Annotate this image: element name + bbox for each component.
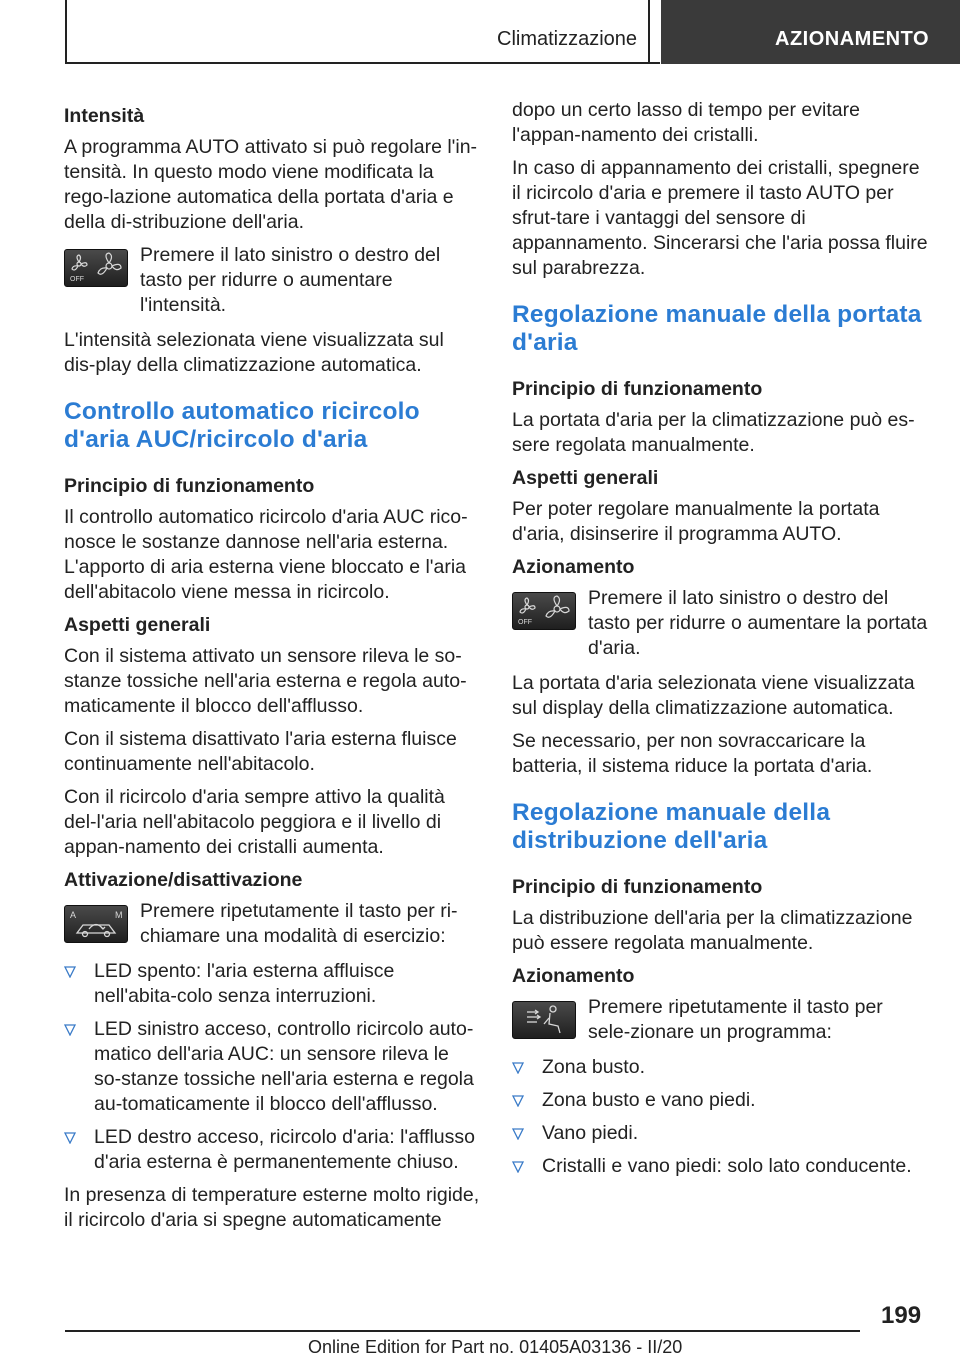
m-label: M [115,910,123,920]
paragraph-appannamento: In caso di appannamento dei cristalli, spegnere il ricircolo d'aria e premere il tasto AUTO per sfrut-tare i vantaggi del sensore di appannamento. Sincerarsi che l'aria possa fluire sul parabrezza. [512,157,928,279]
paragraph-principio: La portata d'aria per la climatizzazione può es-sere regolata manualmente. [512,409,915,456]
section-title-portata: Regolazione manuale della portata d'aria [512,301,922,356]
header-chapter-tab: AZIONAMENTO [661,0,960,64]
triangle-bullet-icon [64,1132,76,1144]
paragraph-aspetti: Per poter regolare manualmente la portata d'aria, disinserire il programma AUTO. [512,498,880,545]
recirc-button-instruction: Premere ripetutamente il tasto per ri-chiamare una modalità di esercizio: [140,900,458,947]
header-section-title: Climatizzazione [497,28,638,50]
paragraph-intensita: A programma AUTO attivato si può regolare l'in-tensità. In questo modo viene modificata la rego-lazione automatica della portata d'aria e della di-stribuzione dell'aria. [64,136,478,233]
list-item-text: Vano piedi. [542,1122,639,1144]
triangle-bullet-icon [512,1161,524,1173]
list-item-text: Cristalli e vano piedi: solo lato conducente. [542,1155,912,1177]
recirculation-button-image [64,905,128,943]
paragraph-batteria: Se necessario, per non sovraccaricare la batteria, il sistema riduce la portata d'aria. [512,730,873,777]
paragraph-aspetti-2: Con il sistema disattivato l'aria esterna fluisce continuamente nell'abitacolo. [64,728,457,775]
paragraph-display: La portata d'aria selezionata viene visualizzata sul display della climatizzazione automatica. [512,672,915,719]
footer-rule [65,1330,860,1332]
heading-azionamento-2: Azionamento [512,965,635,987]
heading-azionamento: Azionamento [512,556,635,578]
paragraph-continuation: dopo un certo lasso di tempo per evitare l'appan-namento dei cristalli. [512,99,860,146]
triangle-bullet-icon [512,1095,524,1107]
heading-principio-2: Principio di funzionamento [512,876,763,898]
air-distribution-button-image [512,1001,576,1039]
section-title-distribuzione: Regolazione manuale della distribuzione dell'aria [512,799,831,854]
a-label: A [70,910,77,920]
fan-off-button-image [64,249,128,287]
header-rule [65,62,660,64]
heading-principio: Principio di funzionamento [512,378,763,400]
list-item-text: LED destro acceso, ricircolo d'aria: l'afflusso d'aria esterna è permanentemente chiuso. [94,1126,476,1173]
paragraph-principio: Il controllo automatico ricircolo d'aria AUC rico-nosce le sostanze dannose nell'aria esterna. L'apporto di aria esterna viene bloccato e l'aria dell'abitacolo viene messa in ricircolo. [64,506,468,603]
list-item [512,1088,928,1113]
heading-intensita: Intensità [64,105,145,127]
distribution-programs-list [512,1055,928,1179]
section-title-auc: Controllo automatico ricircolo d'aria AUC/ricircolo d'aria [64,398,420,453]
fan-off-button-image [512,592,576,630]
distribution-button-instruction: Premere ripetutamente il tasto per sele-zionare un programma: [588,996,883,1043]
list-item-text: LED sinistro acceso, controllo ricircolo auto-matico dell'aria AUC: un sensore rileva le so-stanze tossiche nell'aria esterna e regola au-tomaticamente il blocco dell'afflusso. [94,1018,474,1115]
triangle-bullet-icon [64,966,76,978]
off-label: OFF [70,276,84,283]
recirculation-icon [65,906,127,942]
left-column [64,104,480,1241]
heading-aspetti: Aspetti generali [512,467,659,489]
paragraph-aspetti-3: Con il ricircolo d'aria sempre attivo la qualità del-l'aria nell'abitacolo peggiora e il livello di appan-namento dei cristalli aumenta. [64,786,445,858]
list-item [64,959,480,1009]
paragraph-aspetti-1: Con il sistema attivato un sensore rileva le so-stanze tossiche nell'aria esterna e regola auto-maticamente il blocco dell'afflusso. [64,645,467,717]
right-column [512,98,928,1187]
triangle-bullet-icon [512,1062,524,1074]
triangle-bullet-icon [512,1128,524,1140]
heading-principio: Principio di funzionamento [64,475,315,497]
air-distribution-icon [513,1002,575,1038]
list-item [64,1017,480,1117]
off-label: OFF [518,619,532,626]
fan-button-block-2 [512,586,928,661]
page-number: 199 [881,1302,922,1329]
paragraph-principio-2: La distribuzione dell'aria per la climatizzazione può essere regolata manualmente. [512,907,913,954]
fan-button-block [64,243,480,318]
fan-icon [513,593,575,629]
recirc-modes-list [64,959,480,1175]
fan-button-instruction: Premere il lato sinistro o destro del tasto per ridurre o aumentare l'intensità. [140,244,441,316]
list-item [64,1125,480,1175]
list-item-text: Zona busto e vano piedi. [542,1089,756,1111]
recirc-button-block [64,899,480,949]
list-item [512,1154,928,1179]
list-item [512,1055,928,1080]
heading-aspetti: Aspetti generali [64,614,211,636]
distribution-button-block [512,995,928,1045]
footer-edition: Online Edition for Part no. 01405A03136 - II/20 [308,1337,683,1357]
heading-attivazione: Attivazione/disattivazione [64,869,303,891]
triangle-bullet-icon [64,1024,76,1036]
list-item-text: LED spento: l'aria esterna affluisce nell'abita-colo senza interruzioni. [94,960,395,1007]
paragraph-display: L'intensità selezionata viene visualizzata sul dis-play della climatizzazione automatica. [64,329,444,376]
fan-icon [65,250,127,286]
list-item-text: Zona busto. [542,1056,645,1078]
list-item [512,1121,928,1146]
fan-button-instruction: Premere il lato sinistro o destro del tasto per ridurre o aumentare la portata d'aria. [588,587,928,659]
paragraph-temperature: In presenza di temperature esterne molto rigide, il ricircolo d'aria si spegne automaticamente [64,1184,480,1231]
header-left-rule [65,0,67,64]
header-divider [648,0,650,64]
